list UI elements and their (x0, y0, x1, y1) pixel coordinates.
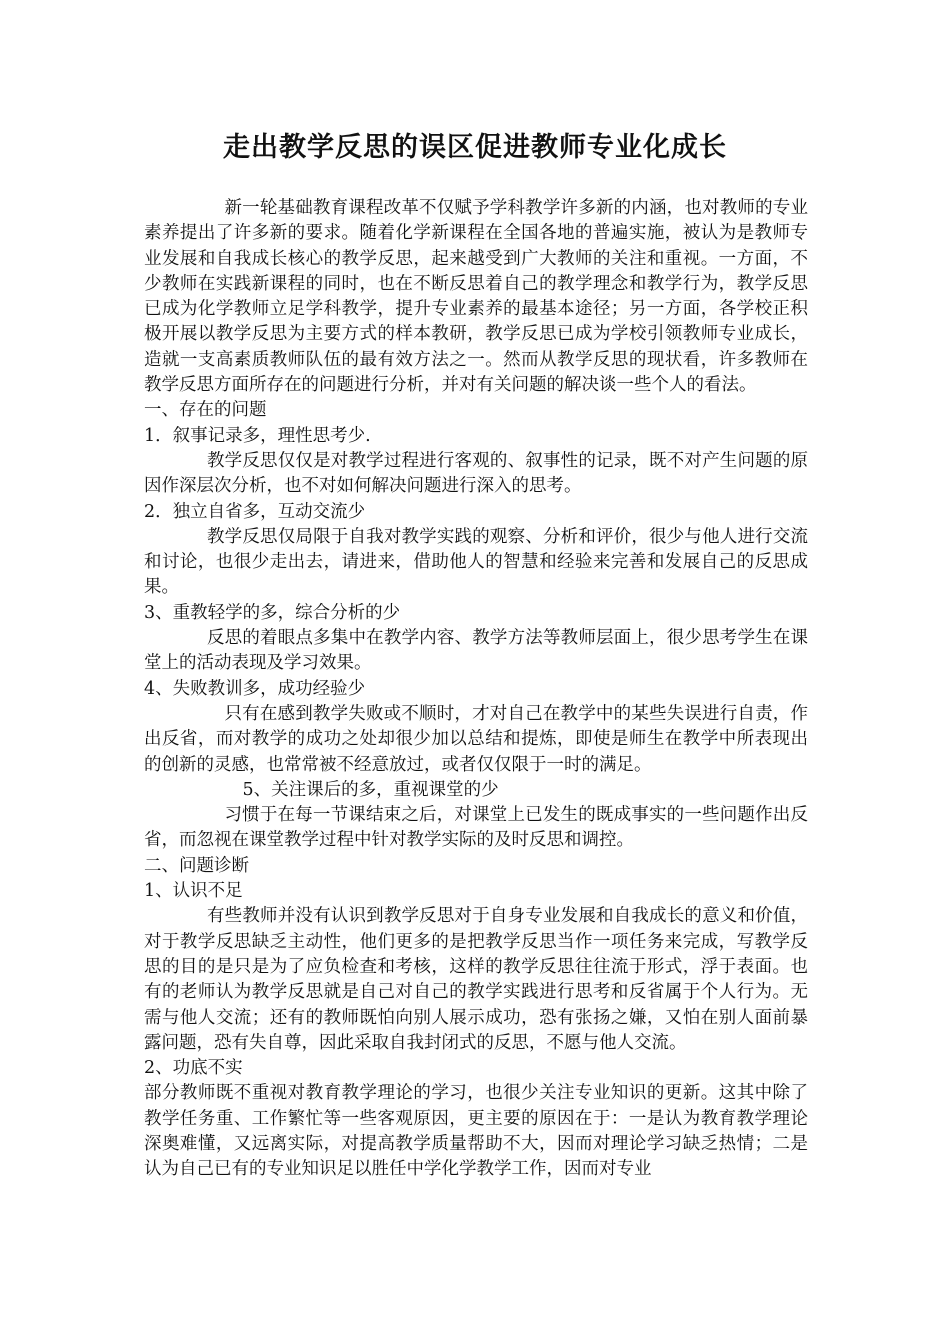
document-title: 走出教学反思的误区促进教师专业化成长 (223, 132, 727, 163)
item-paragraph: 只有在感到教学失败或不顺时，才对自己在教学中的某些失误进行自责，作出反省，而对教学的成功之处却很少加以总结和提炼，即使是师生在教学中所表现出的创新的灵感，也常常被不经意放过，或者仅仅限于一时的满足。 (144, 703, 808, 775)
intro-paragraph: 新一轮基础教育课程改革不仅赋予学科教学许多新的内涵，也对教师的专业素养提出了许多新的要求。随着化学新课程在全国各地的普遍实施，被认为是教师专业发展和自我成长核心的教学反思，起来越受到广大教师的关注和重视。一方面，不少教师在实践新课程的同时，也在不断反思着自己的教学理念和教学行为，教学反思已成为化学教师立足学科教学，提升专业素养的最基本途径；另一方面，各学校正积极开展以教学反思为主要方式的样本教研，教学反思已成为学校引领教师专业成长，造就一支高素质教师队伍的最有效方法之一。然而从教学反思的现状看，许多教师在教学反思方面所存在的问题进行分析，并对有关问题的解决谈一些个人的看法。 (144, 198, 808, 396)
item-paragraph: 反思的着眼点多集中在教学内容、教学方法等教师层面上，很少思考学生在课堂上的活动表现及学习效果。 (144, 628, 808, 674)
item-paragraph: 教学反思仅仅是对教学过程进行客观的、叙事性的记录，既不对产生问题的原因作深层次分析，也不对如何解决问题进行深入的思考。 (144, 450, 808, 497)
item-heading: 5、关注课后的多，重视课堂的少 (242, 779, 499, 800)
item-paragraph: 部分教师既不重视对教育教学理论的学习，也很少关注专业知识的更新。这其中除了教学任务重、工作繁忙等一些客观原因，更主要的原因在于：一是认为教育教学理论深奥难懂，又远离实际，对提高教学质量帮助不大，因而对理论学习缺乏热情；二是认为自己已有的专业知识足以胜任中学化学教学工作，因而对专业 (144, 1083, 808, 1180)
item-paragraph: 教学反思仅局限于自我对教学实践的观察、分析和评价，很少与他人进行交流和讨论，也很少走出去，请进来，借助他人的智慧和经验来完善和发展自己的反思成果。 (144, 526, 808, 598)
section-heading: 二、问题诊断 (144, 855, 249, 876)
document-body (144, 196, 808, 1183)
item-paragraph: 习惯于在每一节课结束之后，对课堂上已发生的既成事实的一些问题作出反省，而忽视在课堂教学过程中针对教学实际的及时反思和调控。 (144, 805, 808, 851)
item-paragraph: 有些教师并没有认识到教学反思对于自身专业发展和自我成长的意义和价值，对于教学反思缺乏主动性，他们更多的是把教学反思当作一项任务来完成，写教学反思的目的是只是为了应负检查和考核，这样的教学反思往往流于形式，浮于表面。也有的老师认为教学反思就是自己对自己的教学实践进行思考和反省属于个人行为。无需与他人交流；还有的教师既怕向别人展示成功，恐有张扬之嫌，又怕在别人面前暴露问题，恐有失自尊，因此采取自我封闭式的反思，不愿与他人交流。 (144, 906, 808, 1053)
item-heading: 2、功底不实 (144, 1058, 243, 1079)
item-heading: 1．叙事记录多，理性思考少. (144, 425, 371, 446)
item-heading: 3、重教轻学的多，综合分析的少 (144, 602, 401, 623)
item-heading: 4、失败教训多，成功经验少 (144, 678, 366, 699)
section-heading: 一、存在的问题 (144, 400, 267, 421)
item-heading: 1、认识不足 (144, 881, 243, 902)
item-heading: 2．独立自省多，互动交流少 (144, 501, 366, 522)
